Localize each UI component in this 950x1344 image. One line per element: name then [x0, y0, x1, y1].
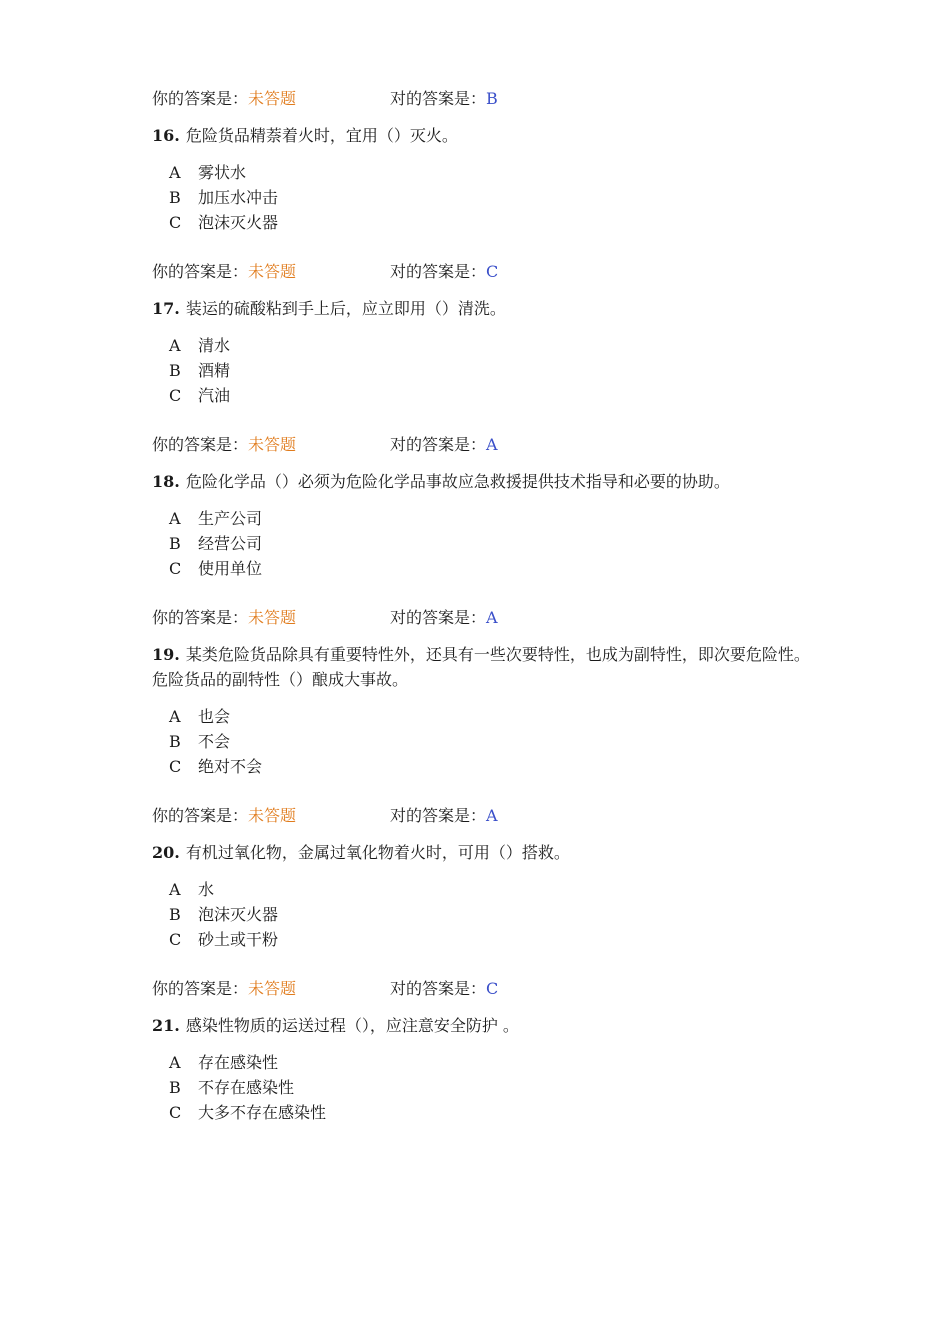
option-text: 生产公司 [198, 509, 263, 528]
your-answer-value: 未答题 [248, 262, 297, 281]
option-list [169, 704, 812, 779]
correct-answer-label: 对的答案是： [390, 435, 487, 454]
correct-answer-value: C [486, 262, 499, 281]
option-letter: B [169, 1078, 181, 1097]
question-0 [152, 123, 812, 148]
option-text: 泡沫灭火器 [198, 213, 279, 232]
option-item [169, 1075, 812, 1100]
your-answer-value: 未答题 [248, 435, 297, 454]
your-answer-label: 你的答案是： [152, 979, 249, 998]
option-letter: B [169, 534, 181, 553]
option-letter: B [169, 905, 181, 924]
spacer [152, 779, 812, 803]
option-list [169, 1050, 812, 1125]
option-item [169, 1050, 812, 1075]
option-item [169, 927, 812, 952]
question-list [152, 123, 812, 1125]
answer-line [152, 803, 812, 829]
option-item [169, 160, 812, 185]
option-letter: C [169, 386, 182, 405]
option-letter: C [169, 213, 182, 232]
your-answer-value: 未答题 [248, 608, 297, 627]
answer-line [152, 976, 812, 1002]
option-text: 也会 [198, 707, 231, 726]
option-item [169, 729, 812, 754]
your-answer-label: 你的答案是： [152, 89, 249, 108]
question-number: 18. [152, 472, 180, 491]
question-text: 危险货品精萘着火时，宜用（）灭火。 [185, 126, 458, 145]
question-text: 感染性物质的运送过程（），应注意安全防护 。 [185, 1016, 519, 1035]
option-letter: A [169, 509, 181, 528]
your-answer-label: 你的答案是： [152, 806, 249, 825]
correct-answer-value: C [486, 979, 499, 998]
option-text: 大多不存在感染性 [198, 1103, 327, 1122]
option-text: 泡沫灭火器 [198, 905, 279, 924]
option-item [169, 531, 812, 556]
your-answer-label: 你的答案是： [152, 435, 249, 454]
correct-answer-value: B [486, 89, 498, 108]
option-list [169, 160, 812, 235]
correct-answer-label: 对的答案是： [390, 608, 487, 627]
option-letter: C [169, 930, 182, 949]
option-item [169, 383, 812, 408]
option-letter: C [169, 1103, 182, 1122]
your-answer-label: 你的答案是： [152, 608, 249, 627]
option-letter: B [169, 188, 181, 207]
question-number: 20. [152, 843, 180, 862]
option-text: 汽油 [198, 386, 231, 405]
option-item [169, 506, 812, 531]
option-letter: C [169, 757, 182, 776]
spacer [152, 408, 812, 432]
question-text: 有机过氧化物，金属过氧化物着火时，可用（）搭救。 [185, 843, 570, 862]
correct-answer-label: 对的答案是： [390, 806, 487, 825]
option-letter: A [169, 163, 181, 182]
option-item [169, 704, 812, 729]
option-item [169, 185, 812, 210]
correct-answer-value: A [486, 806, 498, 825]
question-4 [152, 840, 812, 865]
quiz-document [152, 86, 812, 1125]
spacer [152, 952, 812, 976]
option-item [169, 877, 812, 902]
option-text: 不会 [198, 732, 231, 751]
spacer [152, 581, 812, 605]
your-answer-value: 未答题 [248, 979, 297, 998]
answer-line [152, 605, 812, 631]
option-letter: A [169, 336, 181, 355]
option-text: 存在感染性 [198, 1053, 279, 1072]
option-item [169, 1100, 812, 1125]
option-item [169, 333, 812, 358]
option-text: 水 [198, 880, 215, 899]
option-item [169, 358, 812, 383]
option-text: 使用单位 [198, 559, 263, 578]
correct-answer-value: A [486, 435, 498, 454]
question-number: 19. [152, 645, 180, 664]
option-letter: A [169, 880, 181, 899]
your-answer-value: 未答题 [248, 89, 297, 108]
question-text: 某类危险货品除具有重要特性外，还具有一些次要特性，也成为副特性，即次要危险性。危险货品的副特性（）酿成大事故。 [152, 645, 810, 689]
question-number: 17. [152, 299, 180, 318]
option-text: 加压水冲击 [198, 188, 279, 207]
option-item [169, 754, 812, 779]
option-letter: B [169, 361, 181, 380]
option-text: 砂土或干粉 [198, 930, 279, 949]
answer-line [152, 259, 812, 285]
your-answer-label: 你的答案是： [152, 262, 249, 281]
correct-answer-label: 对的答案是： [390, 979, 487, 998]
option-item [169, 556, 812, 581]
option-text: 清水 [198, 336, 231, 355]
option-text: 不存在感染性 [198, 1078, 295, 1097]
correct-answer-label: 对的答案是： [390, 262, 487, 281]
option-text: 雾状水 [198, 163, 247, 182]
answer-line-15 [152, 86, 812, 112]
option-list [169, 333, 812, 408]
spacer [152, 235, 812, 259]
option-list [169, 506, 812, 581]
question-number: 16. [152, 126, 180, 145]
option-letter: B [169, 732, 181, 751]
correct-answer-label: 对的答案是： [390, 89, 487, 108]
question-number: 21. [152, 1016, 180, 1035]
correct-answer-value: A [486, 608, 498, 627]
question-text: 装运的硫酸粘到手上后，应立即用（）清洗。 [185, 299, 506, 318]
option-text: 绝对不会 [198, 757, 263, 776]
question-3 [152, 642, 812, 692]
option-list [169, 877, 812, 952]
answer-line [152, 432, 812, 458]
question-2 [152, 469, 812, 494]
question-text: 危险化学品（）必须为危险化学品事故应急救援提供技术指导和必要的协助。 [185, 472, 730, 491]
option-letter: A [169, 1053, 181, 1072]
option-item [169, 210, 812, 235]
your-answer-value: 未答题 [248, 806, 297, 825]
option-text: 酒精 [198, 361, 231, 380]
option-letter: A [169, 707, 181, 726]
option-item [169, 902, 812, 927]
option-letter: C [169, 559, 182, 578]
question-1 [152, 296, 812, 321]
option-text: 经营公司 [198, 534, 263, 553]
question-5 [152, 1013, 812, 1038]
